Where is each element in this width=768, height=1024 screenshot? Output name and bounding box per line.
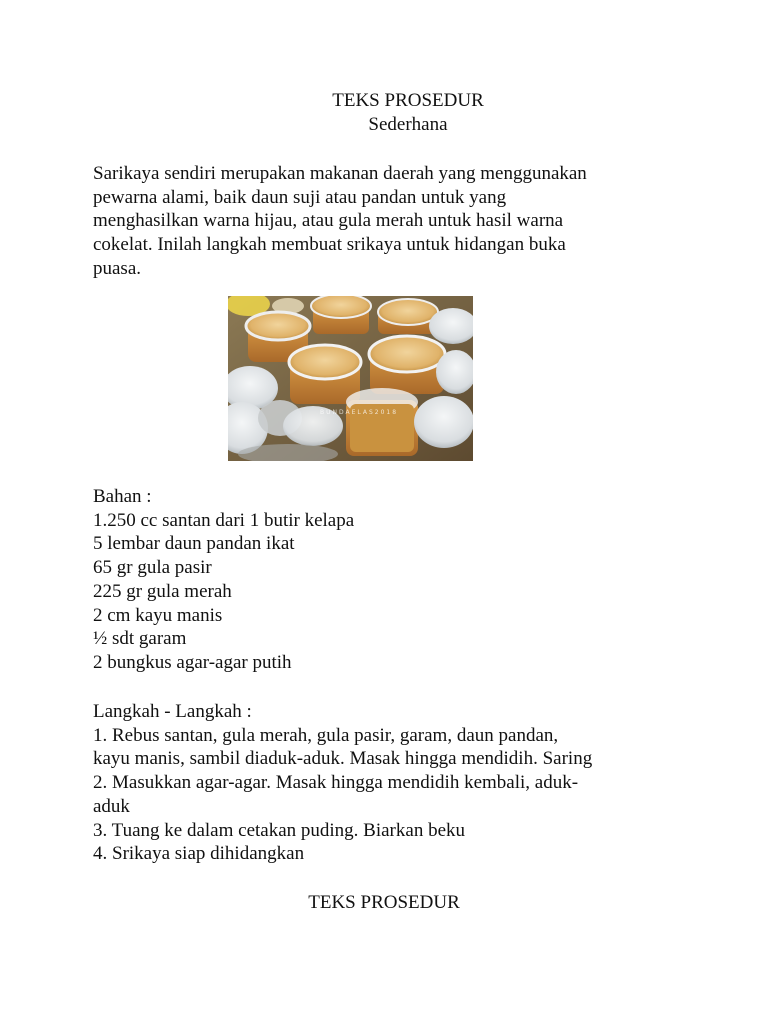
ingredient-item: 65 gr gula pasir: [93, 557, 212, 579]
langkah-heading: Langkah - Langkah :: [93, 701, 252, 722]
ingredient-item: 5 lembar daun pandan ikat: [93, 533, 295, 555]
document-title: TEKS PROSEDUR: [332, 90, 484, 111]
intro-line: Sarikaya sendiri merupakan makanan daerah yang menggunakan: [93, 163, 587, 184]
intro-line: puasa.: [93, 257, 142, 279]
ingredient-item: 1.250 cc santan dari 1 butir kelapa: [93, 509, 355, 531]
ingredient-item: 2 bungkus agar-agar putih: [93, 651, 292, 673]
intro-line: menghasilkan warna hijau, atau gula merah untuk hasil warna: [93, 210, 564, 232]
bahan-heading: Bahan :: [93, 486, 152, 507]
step-line: kayu manis, sambil diaduk-aduk. Masak hingga mendidih. Saring: [93, 748, 593, 770]
ingredient-item: 225 gr gula merah: [93, 580, 232, 602]
srikaya-cups-image: [228, 296, 473, 461]
document-subtitle: Sederhana: [368, 114, 448, 135]
srikaya-photo: [228, 296, 473, 461]
intro-paragraph: [93, 162, 683, 281]
step-line: 2. Masukkan agar-agar. Masak hingga mendidih kembali, aduk-: [93, 772, 579, 794]
intro-line: cokelat. Inilah langkah membuat srikaya untuk hidangan buka: [93, 234, 566, 256]
intro-line: pewarna alami, baik daun suji atau pandan untuk yang: [93, 186, 507, 208]
step-line: aduk: [93, 795, 130, 817]
langkah-section: [93, 700, 683, 866]
step-line: 3. Tuang ke dalam cetakan puding. Biarkan beku: [93, 819, 466, 841]
ingredient-item: 2 cm kayu manis: [93, 604, 223, 626]
ingredient-item: ½ sdt garam: [93, 628, 187, 650]
photo-watermark: BUNDAELAS2018: [320, 409, 399, 416]
step-line: 1. Rebus santan, gula merah, gula pasir, garam, daun pandan,: [93, 724, 559, 746]
bahan-section: [93, 485, 683, 675]
step-line: 4. Srikaya siap dihidangkan: [93, 843, 305, 865]
footer-title: TEKS PROSEDUR: [308, 892, 460, 913]
